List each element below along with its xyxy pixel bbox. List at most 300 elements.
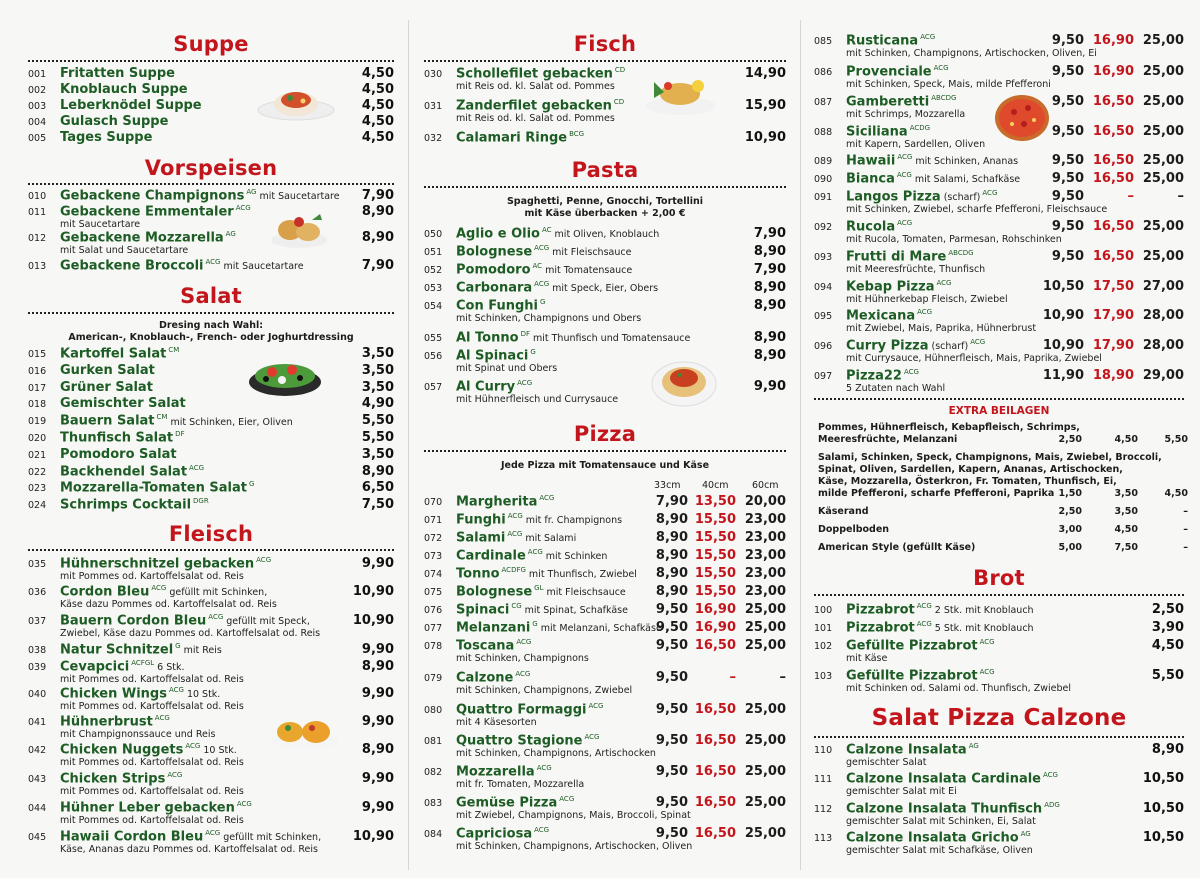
item-name <box>456 348 536 363</box>
item-description: mit Reis od. kl. Salat od. Pommes <box>456 81 615 92</box>
price-size-2: 17,90 <box>1092 338 1134 353</box>
price-size-1: 9,50 <box>1051 171 1084 186</box>
item-name-text: Chicken Strips <box>60 771 166 787</box>
item-name <box>60 556 271 571</box>
menu-item <box>424 638 786 668</box>
dotted-separator <box>28 183 394 185</box>
item-price: 4,50 <box>361 66 394 81</box>
item-name-text: Melanzani <box>456 620 531 636</box>
item-name <box>60 346 179 361</box>
item-number: 035 <box>28 559 47 570</box>
allergen-codes: ACG <box>534 826 550 834</box>
item-number: 096 <box>814 341 833 352</box>
allergen-codes: ACG <box>559 795 575 803</box>
allergen-codes: ACG <box>916 620 932 628</box>
item-number: 081 <box>424 736 443 747</box>
menu-item <box>424 795 786 825</box>
item-name <box>846 668 995 683</box>
item-name-text: Quattro Stagione <box>456 733 583 749</box>
menu-item <box>28 556 394 586</box>
price-size-3: 25,00 <box>744 602 786 617</box>
item-price: 8,90 <box>361 463 394 479</box>
allergen-codes: AG <box>968 742 979 750</box>
starter-photo <box>268 210 330 254</box>
item-name-text: Backhendel Salat <box>60 463 188 479</box>
item-price: 3,50 <box>361 379 394 395</box>
allergen-codes: ACFGL <box>131 659 155 667</box>
item-number: 012 <box>28 233 47 244</box>
item-name-text: Cordon Bleu <box>60 584 150 600</box>
allergen-codes: ACG <box>517 379 533 387</box>
menu-item <box>814 153 1184 170</box>
item-name <box>60 497 209 512</box>
item-number: 004 <box>28 117 47 128</box>
price-size-1: 7,90 <box>655 494 688 509</box>
item-price: 4,50 <box>1151 638 1184 653</box>
item-description: mit Saucetartare <box>60 219 141 230</box>
item-name-text: Chicken Nuggets <box>60 742 184 758</box>
item-price: 4,50 <box>361 82 394 97</box>
item-price: 3,50 <box>361 446 394 462</box>
item-name-text: Natur Schnitzel <box>60 642 174 658</box>
menu-item <box>28 363 394 380</box>
allergen-codes: AG <box>1020 830 1031 838</box>
item-name <box>60 188 340 203</box>
menu-item <box>28 82 394 99</box>
item-price: 4,50 <box>361 130 394 145</box>
menu-item <box>424 348 786 378</box>
price-size-1: 10,90 <box>1042 308 1084 323</box>
item-price: 7,90 <box>753 226 786 241</box>
item-number: 101 <box>814 623 833 634</box>
allergen-codes: ACG <box>539 494 555 502</box>
menu-item <box>424 226 786 243</box>
menu-item <box>28 642 394 659</box>
price-size-2: 16,50 <box>694 638 736 653</box>
item-number: 037 <box>28 616 47 627</box>
menu-item <box>814 219 1184 249</box>
section-title: Vorspeisen <box>144 156 278 180</box>
item-number: 071 <box>424 515 443 526</box>
item-number: 054 <box>424 301 443 312</box>
price-size-3: 25,00 <box>744 620 786 635</box>
extras-line: Doppelboden <box>818 524 890 535</box>
item-inline-desc: mit Schinken, Ananas <box>915 156 1019 168</box>
item-number: 076 <box>424 605 443 616</box>
item-name-text: Salami <box>456 530 506 546</box>
item-name <box>456 620 662 635</box>
item-number: 053 <box>424 283 443 294</box>
item-name <box>846 771 1058 786</box>
allergen-codes: ACG <box>897 219 913 227</box>
item-name <box>60 829 321 844</box>
item-price: 5,50 <box>361 413 394 429</box>
extras-price: 5,00 <box>1058 542 1082 553</box>
item-description: mit Meeresfrüchte, Thunfisch <box>846 264 986 275</box>
item-name-text: Gebackene Mozzarella <box>60 230 224 246</box>
item-name-text: Cardinale <box>456 548 526 564</box>
item-price: 9,90 <box>361 800 394 815</box>
price-size-2: 16,50 <box>1092 249 1134 264</box>
menu-item <box>28 829 394 859</box>
item-number: 078 <box>424 641 443 652</box>
item-number: 002 <box>28 85 47 96</box>
item-description: gemischter Salat mit Schafkäse, Oliven <box>846 845 1033 856</box>
extras-row <box>814 452 1188 500</box>
pizza-size-label: 60cm <box>752 480 779 491</box>
allergen-codes: AC <box>532 262 543 270</box>
item-name-text: Pizzabrot <box>846 620 915 636</box>
item-name-text: Bolognese <box>456 244 533 260</box>
item-price: 10,90 <box>352 829 394 844</box>
allergen-codes: ABCDG <box>948 249 974 257</box>
item-name-text: Aglio e Olio <box>456 226 540 242</box>
menu-item <box>814 171 1184 188</box>
menu-item <box>424 130 786 147</box>
menu-item <box>424 826 786 856</box>
item-name-text: Tages Suppe <box>60 130 153 145</box>
menu-item <box>814 368 1184 398</box>
item-number: 039 <box>28 662 47 673</box>
item-number: 052 <box>424 265 443 276</box>
allergen-codes: BCG <box>569 130 585 138</box>
item-name <box>60 742 237 757</box>
price-size-2: 16,50 <box>694 733 736 748</box>
item-name-text: Gulasch Suppe <box>60 114 169 129</box>
menu-item <box>28 771 394 801</box>
menu-item <box>424 244 786 261</box>
item-name-text: Knoblauch Suppe <box>60 82 188 97</box>
item-name <box>456 795 574 810</box>
item-description: mit fr. Tomaten, Mozzarella <box>456 779 585 790</box>
item-inline-desc: 2 Stk. mit Knoblauch <box>934 605 1034 617</box>
section-title: Pasta <box>571 158 639 182</box>
item-number: 073 <box>424 551 443 562</box>
section-note: mit Käse überbacken + 2,00 € <box>524 208 686 219</box>
menu-item <box>424 530 786 547</box>
item-price: 15,90 <box>744 98 786 113</box>
item-inline-desc: mit Melanzani, Schafkäse <box>540 623 662 635</box>
item-inline-desc: mit fr. Champignons <box>525 515 623 527</box>
menu-item <box>28 480 394 497</box>
item-name-text: Al Spinaci <box>456 348 529 364</box>
item-price: 6,50 <box>361 480 394 496</box>
extras-line: American Style (gefüllt Käse) <box>818 542 976 553</box>
item-description: mit Schrimps, Mozzarella <box>846 109 966 120</box>
item-name-text: Hühnerbrust <box>60 714 153 730</box>
extras-row <box>814 422 1188 446</box>
item-description: mit Currysauce, Hühnerfleisch, Mais, Paprika, Zwiebel <box>846 353 1102 364</box>
price-size-1: 9,50 <box>655 602 688 617</box>
extras-price: 3,50 <box>1114 488 1138 499</box>
price-size-3: 25,00 <box>744 702 786 717</box>
price-size-1: 9,50 <box>1051 153 1084 168</box>
item-number: 018 <box>28 399 47 411</box>
allergen-codes: CD <box>614 66 626 74</box>
item-name <box>846 742 979 757</box>
item-number: 075 <box>424 587 443 598</box>
item-name <box>456 298 545 313</box>
price-size-3: 28,00 <box>1142 338 1184 353</box>
price-size-2: 16,90 <box>694 602 736 617</box>
pizza-size-label: 40cm <box>702 480 729 491</box>
item-name <box>60 396 186 411</box>
menu-item <box>28 430 394 447</box>
item-number: 045 <box>28 832 47 843</box>
price-size-2: 16,50 <box>1092 219 1134 234</box>
extras-price: – <box>1183 524 1188 535</box>
item-price: 5,50 <box>1151 668 1184 683</box>
item-price: 3,50 <box>361 362 394 378</box>
item-name <box>60 413 293 428</box>
item-name <box>60 98 202 113</box>
item-name-text: Frutti di Mare <box>846 249 947 265</box>
item-inline-desc: mit Oliven, Knoblauch <box>554 229 660 241</box>
allergen-codes: ACG <box>534 244 550 252</box>
dotted-separator <box>814 398 1184 400</box>
item-name <box>846 338 985 353</box>
item-number: 030 <box>424 69 443 80</box>
item-name <box>846 153 1018 168</box>
price-size-1: 8,90 <box>655 530 688 545</box>
item-number: 011 <box>28 207 47 218</box>
price-size-1: 9,50 <box>1051 33 1084 48</box>
item-name <box>456 566 637 581</box>
price-size-2: 16,50 <box>1092 171 1134 186</box>
item-name <box>456 494 554 509</box>
item-description: mit Schinken od. Salami od. Thunfisch, Zwiebel <box>846 683 1071 694</box>
item-number: 070 <box>424 497 443 508</box>
menu-column-right <box>814 0 1188 878</box>
allergen-codes: ACG <box>154 714 170 722</box>
extras-price: 5,50 <box>1164 434 1188 445</box>
item-number: 015 <box>28 349 47 360</box>
allergen-codes: ACG <box>920 33 936 41</box>
item-name <box>60 584 267 599</box>
price-size-3: – <box>779 670 786 685</box>
item-number: 024 <box>28 500 47 512</box>
item-name <box>60 642 222 657</box>
item-name-text: Spinaci <box>456 602 510 618</box>
item-name <box>846 94 956 109</box>
item-number: 031 <box>424 101 443 112</box>
item-inline-desc: mit Saucetartare <box>259 191 340 203</box>
price-size-1: 9,50 <box>655 702 688 717</box>
item-number: 111 <box>814 774 833 785</box>
section-note: Jede Pizza mit Tomatensauce und Käse <box>500 460 710 471</box>
item-name-text: Gebackene Champignons <box>60 188 245 204</box>
allergen-codes: ACDFG <box>501 566 526 574</box>
section-title: Fleisch <box>168 522 254 546</box>
item-name <box>60 258 304 273</box>
extras-line: milde Pfefferoni, scharfe Pfefferoni, Paprika <box>818 488 1055 499</box>
price-size-1: 9,50 <box>655 826 688 841</box>
item-number: 057 <box>424 382 443 393</box>
item-description: mit Zwiebel, Mais, Paprika, Hühnerbrust <box>846 323 1037 334</box>
item-name <box>846 368 919 383</box>
item-name <box>846 249 974 264</box>
menu-item <box>28 66 394 83</box>
menu-item <box>814 64 1184 94</box>
pizza-size-label: 33cm <box>654 480 681 491</box>
menu-item <box>424 66 786 96</box>
item-name <box>846 308 932 323</box>
item-price: 8,90 <box>361 742 394 757</box>
menu-item <box>424 670 786 700</box>
section-title: Salat Pizza Calzone <box>871 705 1127 731</box>
item-name <box>60 771 182 786</box>
extras-line: Käse, Mozzarella, Österkron, Fr. Tomaten, Thunfisch, Ei, <box>818 476 1117 487</box>
item-inline-desc: mit Speck, Eier, Obers <box>552 283 659 295</box>
item-description: mit Salat und Saucetartare <box>60 245 189 256</box>
item-number: 093 <box>814 252 833 263</box>
price-size-2: 13,50 <box>694 494 736 509</box>
item-name <box>846 801 1060 816</box>
item-name-text: Toscana <box>456 638 515 654</box>
item-name <box>60 66 175 81</box>
item-inline-desc: gefüllt mit Speck, <box>226 616 310 628</box>
item-name-text: Pomodoro <box>456 262 531 278</box>
allergen-codes: ACDG <box>909 124 931 132</box>
item-name <box>60 230 236 245</box>
item-number: 019 <box>28 416 47 428</box>
price-size-3: 25,00 <box>1142 153 1184 168</box>
item-name-text: Gebackene Emmentaler <box>60 204 234 220</box>
menu-item <box>28 188 394 205</box>
menu-item <box>424 764 786 794</box>
section-title: Fisch <box>573 32 637 56</box>
item-name-text: Hühnerschnitzel gebacken <box>60 556 255 572</box>
allergen-codes: ACG <box>208 613 224 621</box>
item-number: 042 <box>28 745 47 756</box>
price-size-3: – <box>1177 189 1184 204</box>
allergen-codes: ACG <box>256 556 272 564</box>
allergen-codes: CM <box>156 413 168 422</box>
item-name-text: Chicken Wings <box>60 686 167 702</box>
dotted-separator <box>814 736 1184 738</box>
dotted-separator <box>28 549 394 551</box>
item-note: (scharf) <box>931 341 969 353</box>
item-description: mit Schinken, Champignons <box>456 653 589 664</box>
item-name <box>456 530 576 545</box>
item-inline-desc: mit Schinken, Eier, Oliven <box>170 416 293 428</box>
item-name-text: Bauern Cordon Bleu <box>60 613 207 629</box>
item-number: 003 <box>28 101 47 112</box>
item-price: 8,90 <box>361 659 394 674</box>
item-price: 3,90 <box>1151 620 1184 635</box>
price-size-2: 16,50 <box>694 702 736 717</box>
menu-item <box>814 801 1184 831</box>
menu-item <box>424 262 786 279</box>
item-name-text: Mexicana <box>846 308 916 324</box>
item-name-text: Gemüse Pizza <box>456 795 558 811</box>
item-name-text: Con Funghi <box>456 298 539 314</box>
item-number: 094 <box>814 282 833 293</box>
item-number: 020 <box>28 433 47 444</box>
item-description: mit Zwiebel, Champignons, Mais, Broccoli, Spinat <box>456 810 691 821</box>
fish-photo <box>644 72 718 122</box>
menu-item <box>814 308 1184 338</box>
item-name <box>456 262 632 277</box>
item-note: (scharf) <box>943 192 981 204</box>
menu-item <box>424 602 786 619</box>
item-name <box>456 512 622 527</box>
item-number: 023 <box>28 483 47 495</box>
item-name <box>846 171 1020 186</box>
allergen-codes: ACG <box>903 368 919 376</box>
section-title: Brot <box>973 566 1025 590</box>
price-size-2: 15,50 <box>694 512 736 527</box>
allergen-codes: ACG <box>507 512 523 520</box>
item-name-text: Mozzarella-Tomaten Salat <box>60 480 247 496</box>
item-name-text: Curry Pizza <box>846 338 929 354</box>
item-price: 10,50 <box>1142 830 1184 845</box>
menu-item <box>28 230 394 260</box>
item-name <box>456 130 584 145</box>
item-price: 8,90 <box>361 230 394 245</box>
item-inline-desc: mit Saucetartare <box>223 261 304 273</box>
price-size-2: 16,50 <box>694 795 736 810</box>
item-name <box>456 638 531 653</box>
dotted-separator <box>424 186 786 188</box>
section-note: Dresing nach Wahl: <box>158 320 264 331</box>
price-size-1: 8,90 <box>655 566 688 581</box>
price-size-3: 25,00 <box>1142 94 1184 109</box>
item-number: 016 <box>28 365 47 377</box>
price-size-1: 9,50 <box>655 620 688 635</box>
price-size-3: 23,00 <box>744 566 786 581</box>
allergen-codes: ACG <box>897 153 913 161</box>
allergen-codes: ACG <box>979 638 995 646</box>
item-name-text: Hawaii <box>846 153 896 169</box>
menu-item <box>814 620 1184 637</box>
item-name <box>846 189 997 204</box>
item-number: 092 <box>814 222 833 233</box>
price-size-1: 9,50 <box>1051 64 1084 79</box>
price-size-1: 9,50 <box>1051 94 1084 109</box>
allergen-codes: ACG <box>189 463 205 472</box>
price-size-2: 15,50 <box>694 530 736 545</box>
item-number: 086 <box>814 67 833 78</box>
dotted-separator <box>424 450 786 452</box>
menu-item <box>28 380 394 397</box>
item-name <box>456 244 631 259</box>
extras-price: 3,00 <box>1058 524 1082 535</box>
price-size-3: 20,00 <box>744 494 786 509</box>
extras-price: 2,50 <box>1058 434 1082 445</box>
extras-line: Pommes, Hühnerfleisch, Kebapfleisch, Schrimps, <box>818 422 1080 433</box>
allergen-codes: ACG <box>167 771 183 779</box>
item-name <box>456 66 625 81</box>
extras-row <box>814 542 1188 554</box>
price-size-3: 23,00 <box>744 548 786 563</box>
item-price: 9,90 <box>753 379 786 394</box>
item-inline-desc: mit Thunfisch und Tomatensauce <box>532 333 691 345</box>
menu-item <box>814 33 1184 63</box>
item-price: 7,90 <box>753 262 786 277</box>
allergen-codes: ACG <box>896 171 912 179</box>
allergen-codes: CG <box>511 602 522 610</box>
allergen-codes: ACG <box>168 686 184 694</box>
item-inline-desc: mit Salami, Schafkäse <box>914 174 1021 186</box>
section-title: Suppe <box>173 32 249 56</box>
allergen-codes: ACG <box>933 64 949 72</box>
price-size-3: 25,00 <box>744 764 786 779</box>
extras-line: Salami, Schinken, Speck, Champignons, Mais, Zwiebel, Broccoli, <box>818 452 1162 463</box>
allergen-codes: ACG <box>205 829 221 837</box>
item-price: 5,50 <box>361 430 394 445</box>
item-number: 038 <box>28 645 47 656</box>
